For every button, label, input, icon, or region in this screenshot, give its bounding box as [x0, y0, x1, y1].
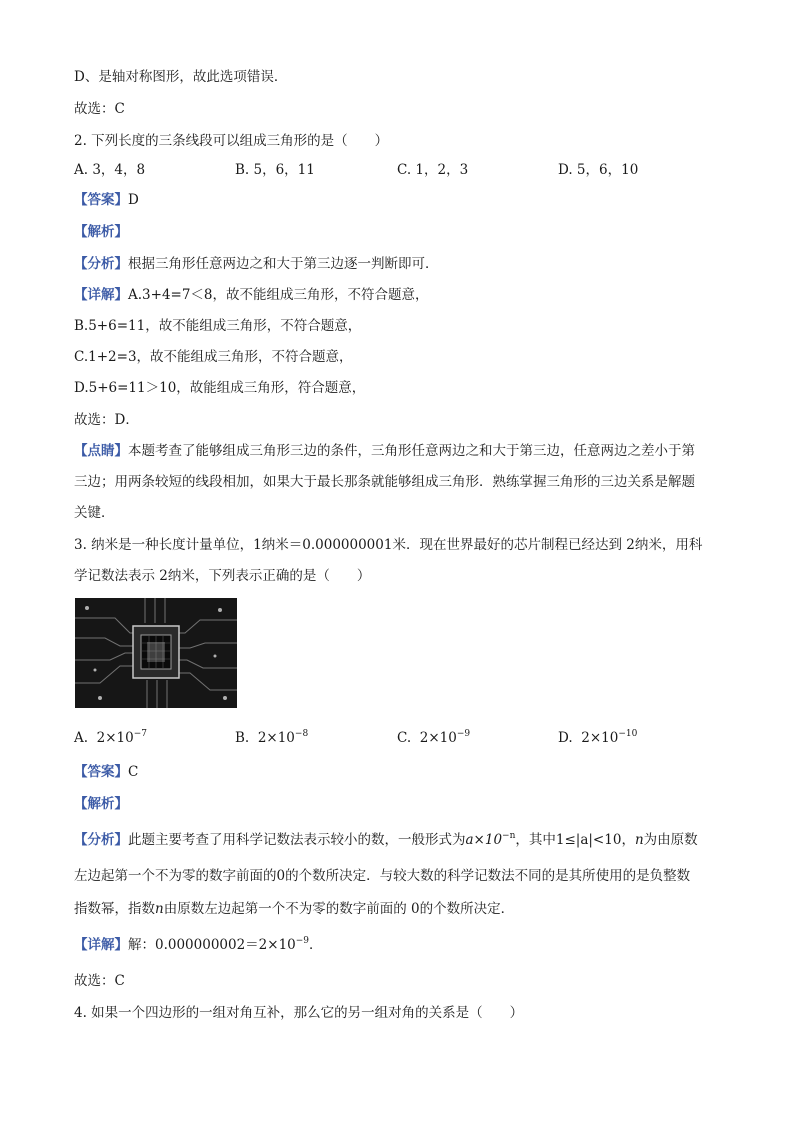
q2-option-c: C. 1，2，3 [397, 162, 469, 178]
option-label: B. [235, 730, 250, 746]
q2-fenxi [74, 254, 439, 274]
option-label: A. [74, 730, 89, 746]
question-4-stem: 4. 如果一个四边形的一组对角互补，那么它的另一组对角的关系是（ ） [74, 1005, 524, 1021]
text-line: C.1+2=3，故不能组成三角形，不符合题意， [74, 349, 353, 365]
dianjing-text: 本题考查了能够组成三角形三边的条件，三角形任意两边之和大于第三边，任意两边之差小于第 [128, 443, 695, 459]
fenxi-tag: 【分析】 [74, 832, 128, 848]
question-2-stem: 2. 下列长度的三条线段可以组成三角形的是（ ） [74, 133, 389, 149]
xiangjie-text: A.3+4=7＜8，故不能组成三角形，不符合题意， [128, 287, 429, 303]
q2-dianjing [74, 441, 695, 461]
answer-tag: 【答案】 [74, 192, 128, 208]
circuit-chip-photo-icon [75, 598, 237, 708]
answer-value: D [128, 192, 139, 208]
formula-exponent: −9 [295, 936, 310, 946]
q3-option-b [235, 728, 308, 748]
formula-exponent: −n [502, 831, 516, 841]
q2-option-b: B. 5，6，11 [235, 162, 315, 178]
xiangjie-tag: 【详解】 [74, 287, 128, 303]
jiexi-tag: 【解析】 [74, 224, 128, 240]
q3-option-d [558, 728, 637, 748]
q2-jiexi [74, 222, 128, 242]
fenxi-text: 此题主要考查了用科学记数法表示较小的数，一般形式为 [128, 832, 466, 848]
text-line: D、是轴对称图形，故此选项错误． [74, 69, 288, 85]
option-base: 2×10 [96, 730, 134, 746]
fenxi-tag: 【分析】 [74, 256, 128, 272]
q3-xiangjie [74, 935, 323, 955]
text-line: D.5+6=11＞10，故能组成三角形，符合题意， [74, 380, 366, 396]
question-3-stem: 3. 纳米是一种长度计量单位，1纳米＝0.000000001米．现在世界最好的芯片制程已经达到 2纳米，用科 [74, 537, 703, 553]
option-label: D. [558, 730, 573, 746]
xiangjie-text: 解：0.000000002＝2×10 [128, 937, 296, 953]
text-line: 故选：D． [74, 412, 139, 428]
option-exponent: −10 [618, 729, 638, 739]
answer-value: C [128, 764, 139, 780]
q2-option-a: A. 3，4，8 [74, 162, 146, 178]
q3-fenxi [74, 830, 698, 850]
fenxi-text: ， [621, 832, 635, 848]
q3-answer [74, 762, 138, 782]
text-line: 左边起第一个不为零的数字前面的0的个数所决定．与较大数的科学记数法不同的是其所使用的是负整数 [74, 868, 691, 884]
option-base: 2×10 [419, 730, 457, 746]
text-line: B.5+6=11，故不能组成三角形，不符合题意， [74, 318, 362, 334]
q3-jiexi [74, 794, 128, 814]
xiangjie-text: ． [309, 937, 323, 953]
text-line: 三边；用两条较短的线段相加，如果大于最长那条就能够组成三角形．熟练掌握三角形的三边关系是解题 [74, 474, 695, 490]
q3-option-c [397, 728, 470, 748]
q2-option-d: D. 5，6，10 [558, 162, 639, 178]
q2-answer [74, 190, 139, 210]
fenxi-text: 由原数左边起第一个不为零的数字前面的 0的个数所决定． [163, 901, 515, 917]
formula-base: a×10 [465, 832, 503, 848]
text-line: 关键． [74, 505, 115, 521]
text-line: 学记数法表示 2纳米，下列表示正确的是（ ） [74, 568, 371, 584]
formula-condition: 1≤|a|<10 [555, 832, 622, 848]
dianjing-tag: 【点睛】 [74, 443, 128, 459]
option-exponent: −9 [456, 729, 471, 739]
jiexi-tag: 【解析】 [74, 796, 128, 812]
fenxi-text: 为由原数 [643, 832, 698, 848]
text-line [74, 899, 514, 919]
text-line: 故选：C [74, 973, 125, 989]
option-base: 2×10 [257, 730, 295, 746]
fenxi-text: ，其中 [515, 832, 556, 848]
option-exponent: −7 [133, 729, 148, 739]
formula-n: n [155, 901, 164, 917]
option-base: 2×10 [581, 730, 619, 746]
q2-xiangjie [74, 285, 429, 305]
text-line: 故选：C [74, 101, 125, 117]
option-label: C. [397, 730, 412, 746]
fenxi-text: 根据三角形任意两边之和大于第三边逐一判断即可． [128, 256, 439, 272]
xiangjie-tag: 【详解】 [74, 937, 128, 953]
fenxi-text: 指数幂，指数 [74, 901, 155, 917]
q3-option-a [74, 728, 147, 748]
option-exponent: −8 [294, 729, 309, 739]
answer-tag: 【答案】 [74, 764, 128, 780]
formula-n: n [634, 832, 644, 848]
